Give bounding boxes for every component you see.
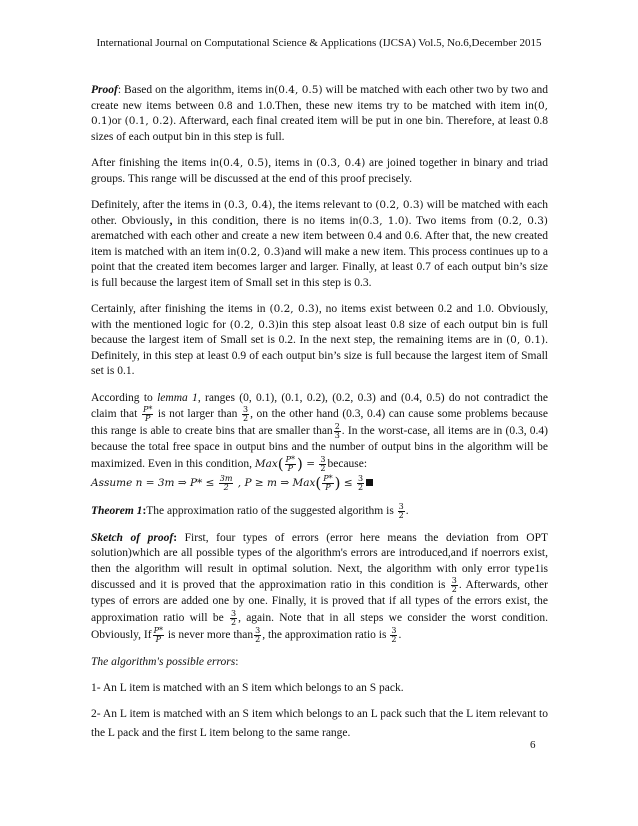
fraction: $\frac{2}{3}$ <box>334 422 340 440</box>
text: The approximation ratio of the suggested algorithm is <box>146 504 397 517</box>
text: will be matched with each other two by two and create new items between 0.8 and 1.0.Then, these new items try to be matched with item in <box>91 84 548 112</box>
text: , the items relevant to <box>272 199 376 211</box>
sketch-label: Sketch of proof <box>91 531 174 544</box>
qed-square-icon <box>366 479 373 486</box>
lemma-paragraph: According to lemma 1, ranges (0, 0.1), (0.1, 0.2), (0.2, 0.3) and (0.4, 0.5) do not contradict the claim that $\frac{P*}{P}$ is not larger than $\frac{3}{2}$ , on the other hand (0.3, 0.4) can cause some problems because this range is able to create bins that are smaller than $\frac{2}{3}$ . In the worst-case, all items are in (0.3, 0.4) because the total free space in output bins and the number of output bins in the algorithm will be maximized. Even in this condition, Max( $\frac{P*}{P}$ ) = $\frac{3}{2}$ because: <box>91 391 549 473</box>
text: are joined together in binary and triad groups. This range will be discussed at the end of this proof precisely. <box>91 157 548 185</box>
journal-header: International Journal on Computational Science & Applications (IJCSA) Vol.5, No.6,December 2015 <box>96 37 542 49</box>
math: (0.2, 0.3) <box>236 245 285 258</box>
text: because: <box>327 457 368 470</box>
text: According to <box>91 391 158 404</box>
theorem-label: Theorem 1 <box>91 504 143 517</box>
fraction: $\frac{3}{2}$ <box>242 405 249 423</box>
errors-heading <box>91 655 548 671</box>
text: will be matched with each other. Obviously <box>91 199 548 227</box>
page-body <box>91 83 548 754</box>
text: . Definitely, in this step at least 0.9 of each output bin’s size is full because the largest item of Small set is 0.1. <box>91 334 548 377</box>
math: (0.3, 1.0) <box>358 214 409 227</box>
text: in this step alsoat least 0.8 size of each output bin is full because the largest item of Small set is 0.2. In the next step, the remaining items are in <box>91 318 549 346</box>
fraction: $\frac{3m}{2}$ <box>219 473 233 492</box>
math: ≤ <box>340 476 356 489</box>
math: (0.2, 0.3) <box>229 318 280 331</box>
text: , <box>169 214 173 227</box>
text: : <box>173 531 178 544</box>
binary-triad-paragraph <box>91 156 548 187</box>
text: , ranges (0, 0.1), (0.1, 0.2), (0.2, 0.3) and (0.4, 0.5) do not contradict the claim that <box>91 391 548 421</box>
math: (0, 0.1) <box>506 334 546 346</box>
math: (0.2, 0.3) <box>375 199 424 211</box>
math: (0, 0.1) <box>91 99 548 127</box>
text: . Afterward, each final created item will be put in one bin. Therefore, at least 0.8 sizes of each output bin in this step is full. <box>91 115 549 143</box>
assumption-equation: Assume n = 3m ⇒ P* ≤ $\frac{3m}{2}$ , P ≥ m ⇒ Max( $\frac{P*}{P}$ ) ≤ $\frac{3}{2}$ <box>91 475 548 492</box>
math: (0.2, 0.3) <box>497 214 549 227</box>
math: Max <box>292 476 316 489</box>
text: or <box>111 115 125 127</box>
math: (0.3, 0.4) <box>223 199 273 211</box>
text: , on the other hand (0.3, 0.4) can cause some problems because this range is able to create bins that are smaller than <box>91 408 549 438</box>
text: . In the worst-case, all items are in (0.3, 0.4) because the total free space in output bins and the number of output bins in the algorithm will be maximized. Even in this condition, <box>91 425 549 470</box>
text: . Two items from <box>408 214 498 227</box>
math: (0.4, 0.5) <box>274 84 323 96</box>
range-03-paragraph <box>91 198 548 291</box>
text: After finishing the items in <box>91 157 220 169</box>
text: and will make a new item. This process continues up to a point that the created item becomes larger and larger. Finally, at least 0.7 of each output bin’s size is full because the largest item of Small set in this step is 0.3. <box>91 245 549 289</box>
text: . <box>398 628 402 641</box>
text: in this condition, there is no items in <box>172 214 359 227</box>
math: (0.4, 0.5) <box>219 157 269 169</box>
math: (0.3, 0.4) <box>316 157 366 169</box>
text: , the approximation ratio is <box>262 628 390 641</box>
fraction: $\frac{3}{2}$ <box>451 576 457 594</box>
math: n = 3m ⇒ P* ≤ <box>132 476 218 489</box>
theorem-paragraph <box>91 503 548 520</box>
error-item-1: 1- An L item is matched with an S item which belongs to an S pack. <box>91 682 404 694</box>
fraction: $\frac{3}{2}$ <box>391 625 397 644</box>
math: , P ≥ m ⇒ <box>234 476 293 489</box>
fraction: $\frac{3}{2}$ <box>320 454 326 473</box>
text: : <box>235 655 239 668</box>
text: : Based on the algorithm, items in <box>117 84 275 96</box>
fraction: $\frac{P*}{P}$ <box>285 454 296 473</box>
text: , items in <box>268 157 317 169</box>
fraction: $\frac{3}{2}$ <box>357 473 364 492</box>
math: Assume <box>91 476 133 489</box>
proof-label: Proof <box>91 84 118 96</box>
fraction: $\frac{P*}{P}$ <box>142 405 153 423</box>
math: = <box>302 457 319 470</box>
fraction: $\frac{P*}{P}$ <box>153 625 163 644</box>
fraction: $\frac{3}{2}$ <box>255 625 261 644</box>
text: Definitely, after the items in <box>91 199 224 211</box>
fraction: $\frac{3}{2}$ <box>398 501 404 520</box>
text: Certainly, after finishing the items in <box>91 303 270 315</box>
lemma-reference: lemma 1 <box>157 391 198 404</box>
sketch-paragraph <box>91 531 548 644</box>
text: First, four types of errors (error here means the deviation from OPT solution)which are all possible types of the algorithm's errors are introduced,and if noerrors exist, then the algorithm will result in optimal solution. Next, the algorithm with only error type1is discussed and it is proved that the approximation ratio in this condition is <box>91 531 548 592</box>
text: . Afterwards, other types of errors are added one by one. Finally, it is proved that if all types of the errors exist, the approximation ratio will be <box>91 579 548 624</box>
fraction: $\frac{3}{2}$ <box>230 608 237 627</box>
text: : <box>142 504 147 517</box>
math: (0.2, 0.3) <box>269 303 319 315</box>
text: is not larger than <box>154 408 241 421</box>
text: arematched with each other and create a new item between 0.4 and 0.6. After that, the new created item is matched with an item in <box>91 230 548 258</box>
text: , no items exist between 0.2 and 1.0. Obviously, with the mentioned logic for <box>91 303 548 331</box>
page-number: 6 <box>530 739 536 751</box>
error-item-2: 2- An L item is matched with an S item which belongs to an L pack such that the L item relevant to the L pack and the first L item belong to the same range. <box>91 707 548 739</box>
section-heading: The algorithm's possible errors <box>91 655 236 668</box>
range-02-paragraph <box>91 302 548 380</box>
math: Max <box>254 457 278 470</box>
math: (0.1, 0.2) <box>124 115 174 127</box>
text: , again. Note that in all steps we consider the worst condition. Obviously, If <box>91 611 548 641</box>
text: is never more than <box>164 628 254 641</box>
proof-paragraph <box>91 83 548 145</box>
text: . <box>405 504 409 517</box>
fraction: $\frac{P*}{P}$ <box>323 473 333 492</box>
